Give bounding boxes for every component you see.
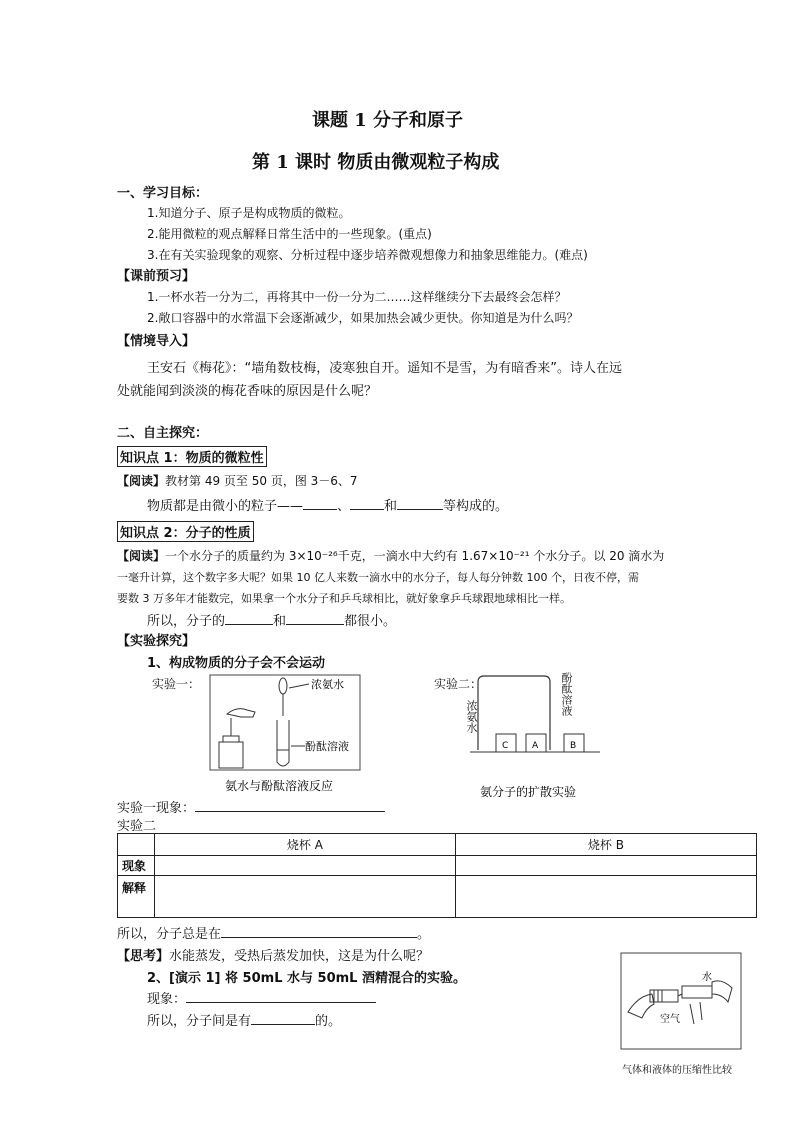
blank-demo-phenomenon[interactable] xyxy=(186,991,376,1003)
goal-3: 3.在有关实验现象的观察、分析过程中逐步培养微观想像力和抽象思维能力。(难点) xyxy=(147,248,588,262)
demo-so-line xyxy=(147,1010,341,1029)
table-row-explanation: 解释 xyxy=(118,876,155,918)
goal-2: 2.能用微粒的观点解释日常生活中的一些现象。(重点) xyxy=(147,227,432,241)
intro-heading: 【情境导入】 xyxy=(117,334,196,349)
beaker-a-label: A xyxy=(532,741,539,751)
demo-phenomenon-line xyxy=(147,988,376,1007)
exp2-ammonia-label: 浓氨水 xyxy=(465,700,478,733)
exp2-caption: 氨分子的扩散实验 xyxy=(480,785,577,799)
exp1-observation-label: 实验一现象： xyxy=(117,801,196,816)
beaker-b-label: B xyxy=(570,741,577,751)
preview-item-2: 2.敞口容器中的水常温下会逐渐减少，如果加热会减少更快。你知道是为什么吗？ xyxy=(147,311,579,325)
preview-heading: 【课前预习】 xyxy=(117,269,196,284)
goal-1: 1.知道分子、原子是构成物质的微粒。 xyxy=(147,206,351,220)
blank-size-2[interactable] xyxy=(286,613,344,625)
kp1-fill-b: 、 xyxy=(337,499,351,514)
experiment-table xyxy=(117,833,757,918)
so-move-line xyxy=(117,923,430,942)
demo-so-b: 的。 xyxy=(315,1014,342,1029)
exp2-label: 实验二： xyxy=(434,677,483,691)
table-row-phenomenon: 现象 xyxy=(118,856,155,876)
demo-text: 2、[演示 1] 将 50mL 水与 50mL 酒精混合的实验。 xyxy=(147,971,466,986)
kp2-read-line-1 xyxy=(117,547,664,564)
page-subtitle: 第 1 课时 物质由微观粒子构成 xyxy=(252,152,500,173)
syringe-illustration xyxy=(620,952,742,1050)
intro-line-2: 处就能闻到淡淡的梅花香味的原因是什么呢？ xyxy=(117,384,378,399)
exp1-caption: 氨水与酚酞溶液反应 xyxy=(225,779,334,793)
syringe-air-label: 空气 xyxy=(660,1014,680,1025)
table-corner xyxy=(118,834,155,856)
blank-particle-1[interactable] xyxy=(303,498,337,510)
preview-item-1: 1.一杯水若一分为二，再将其中一份一分为二……这样继续分下去最终会怎样？ xyxy=(147,290,567,304)
kp2-so-b: 和 xyxy=(273,614,287,629)
kp2-so-a: 所以，分子的 xyxy=(147,614,226,629)
page-title: 课题 1 分子和原子 xyxy=(312,110,464,131)
exp1-phenol-label: 酚酞溶液 xyxy=(305,740,349,753)
exp1-observation-line xyxy=(117,797,385,816)
table-header-beaker-a: 烧杯 A xyxy=(155,834,456,856)
kp2-title: 知识点 2：分子的性质 xyxy=(117,521,254,542)
kp1-read-line xyxy=(117,472,358,489)
kp2-so-line xyxy=(147,610,396,629)
kp2-so-c: 都很小。 xyxy=(344,614,397,629)
experiment-heading: 【实验探究】 xyxy=(117,634,196,649)
blank-size-1[interactable] xyxy=(225,613,273,625)
beaker-c-label: C xyxy=(502,741,509,751)
exp1-label: 实验一： xyxy=(152,677,201,691)
kp1-read-text: 教材第 49 页至 50 页，图 3－6、7 xyxy=(165,474,358,488)
blank-exp1-observation[interactable] xyxy=(195,800,385,812)
section1-heading: 一、学习目标： xyxy=(117,186,209,201)
kp2-read-text-1: 一个水分子的质量约为 3×10⁻²⁶千克，一滴水中大约有 1.67×10⁻²¹ 个水分子。以 20 滴水为 xyxy=(165,549,665,563)
cell-explanation-a[interactable] xyxy=(155,876,456,918)
exp2-illustration xyxy=(460,668,615,803)
section2-heading: 二、自主探究： xyxy=(117,426,209,441)
table-header-beaker-b: 烧杯 B xyxy=(455,834,756,856)
kp1-title: 知识点 1：物质的微粒性 xyxy=(117,446,267,467)
think-line xyxy=(117,945,429,964)
kp2-read-line-2: 一毫升计算，这个数字多大呢？如果 10 亿人来数一滴水中的水分子，每人每分钟数 100 个，日夜不停，需 xyxy=(117,571,639,584)
exp1-illustration xyxy=(205,670,365,795)
so-move-a: 所以，分子总是在 xyxy=(117,927,222,942)
blank-particle-3[interactable] xyxy=(397,498,443,510)
exp2-phenol-label: 酚酞溶液 xyxy=(560,672,573,716)
syringe-water-label: 水 xyxy=(702,972,712,983)
cell-phenomenon-a[interactable] xyxy=(155,856,456,876)
kp2-read-line-3: 要数 3 万多年才能数完，如果拿一个水分子和乒乓球相比，就好象拿乒乓球跟地球相比一样。 xyxy=(117,592,571,605)
syringe-caption: 气体和液体的压缩性比较 xyxy=(622,1065,732,1076)
so-move-b: 。 xyxy=(417,927,431,942)
cell-phenomenon-b[interactable] xyxy=(455,856,756,876)
think-label: 【思考】 xyxy=(117,949,170,964)
kp1-fill-d: 等构成的。 xyxy=(443,499,509,514)
kp1-read-label: 【阅读】 xyxy=(117,474,166,488)
kp1-fill-a: 物质都是由微小的粒子—— xyxy=(147,499,304,514)
demo-phenomenon-label: 现象： xyxy=(147,992,187,1007)
blank-particle-2[interactable] xyxy=(350,498,384,510)
kp2-read-label: 【阅读】 xyxy=(117,549,166,563)
kp1-fill-c: 和 xyxy=(384,499,398,514)
demo-so-a: 所以，分子间是有 xyxy=(147,1014,252,1029)
exp2-table-label: 实验二 xyxy=(117,819,157,834)
blank-demo-gap[interactable] xyxy=(251,1013,315,1025)
experiment-sub1: 1、构成物质的分子会不会运动 xyxy=(147,656,326,671)
intro-line-1: 王安石《梅花》：“墙角数枝梅，凌寒独自开。遥知不是雪，为有暗香来”。诗人在远 xyxy=(147,361,622,376)
think-text: 水能蒸发，受热后蒸发加快，这是为什么呢？ xyxy=(169,949,430,964)
blank-move[interactable] xyxy=(221,926,417,938)
kp1-fill-line xyxy=(147,495,508,514)
cell-explanation-b[interactable] xyxy=(455,876,756,918)
exp1-ammonia-label: 浓氨水 xyxy=(311,678,344,691)
